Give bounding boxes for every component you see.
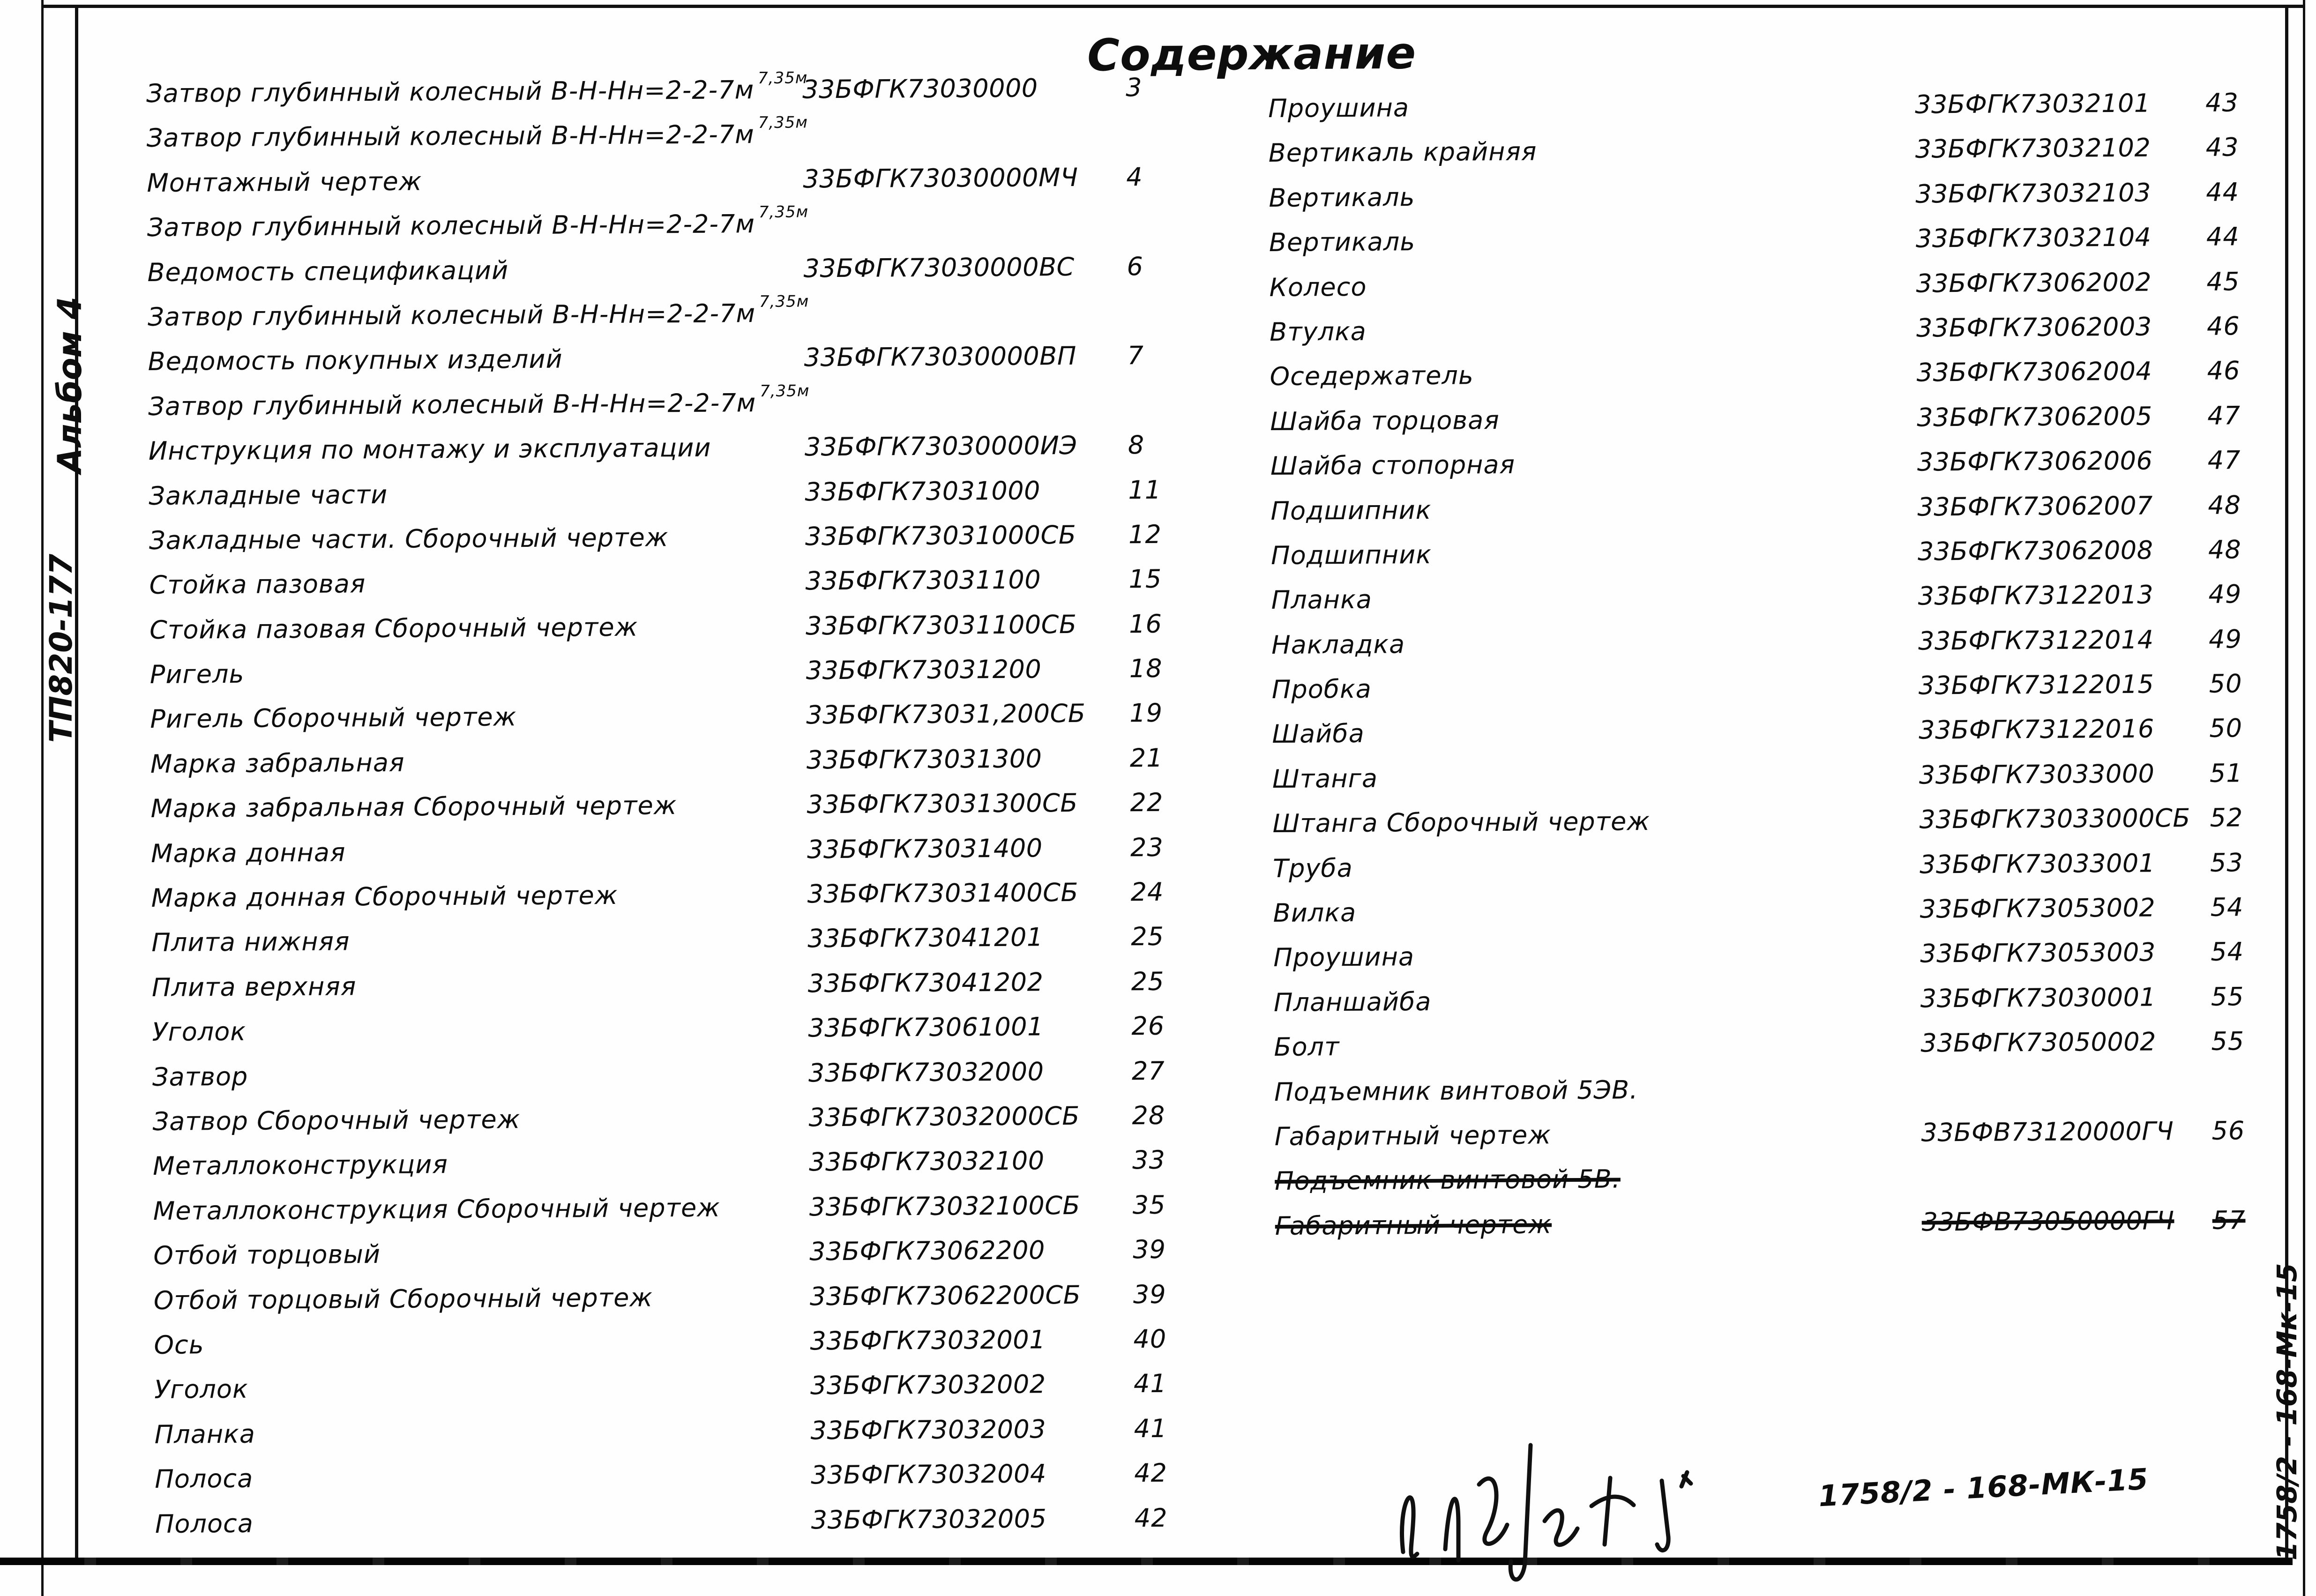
item-name: Закладные части. Сборочный чертеж — [149, 522, 669, 555]
item-doc-number: 33БФГК73122015 — [1918, 669, 2154, 701]
item-doc-number: 33БФГК73062002 — [1916, 267, 2152, 298]
item-name: Затвор — [152, 1061, 248, 1092]
item-page-number: 48 — [2208, 490, 2241, 520]
item-page-number: 3 — [1125, 73, 1143, 103]
item-page-number: 27 — [1131, 1056, 1165, 1086]
item-name: Штанга — [1272, 763, 1378, 794]
item-name: Планка — [1271, 584, 1373, 615]
item-doc-number: 33БФГК73122016 — [1919, 714, 2155, 746]
item-page-number: 7 — [1127, 341, 1144, 371]
toc-row — [152, 1011, 1174, 1062]
item-name: Стойка пазовая Сборочный чертеж — [149, 612, 638, 645]
item-doc-number: 33БФГК73062200СБ — [809, 1280, 1081, 1311]
item-doc-number: 33БФГК73053002 — [1920, 893, 2156, 924]
item-name: Пробка — [1271, 674, 1372, 705]
item-name: Оседержатель — [1270, 360, 1474, 392]
item-name: Втулка — [1269, 316, 1367, 347]
item-name: Подшипник — [1270, 539, 1432, 570]
toc-row — [1269, 177, 2267, 228]
toc-row — [1269, 267, 2268, 317]
toc-row — [1271, 579, 2270, 630]
toc-row — [147, 202, 1169, 258]
toc-row — [153, 1190, 1175, 1241]
item-doc-number: 33БФГК73032003 — [810, 1414, 1046, 1446]
item-name: Болт — [1274, 1032, 1340, 1062]
item-name: Марка забральная — [150, 747, 405, 779]
item-page-number: 6 — [1127, 251, 1144, 281]
item-page-number: 16 — [1128, 609, 1163, 639]
item-doc-number: 33БФГК73030000ВС — [803, 252, 1075, 283]
item-name: Подъемник винтовой 5В. — [1274, 1164, 1621, 1196]
toc-row — [1274, 1071, 2273, 1122]
sheet-edge-left-line — [41, 0, 44, 1596]
item-name: Планка — [154, 1419, 256, 1449]
item-doc-number: 33БФГК73050002 — [1920, 1027, 2157, 1058]
item-name: Ригель Сборочный чертеж — [150, 702, 517, 734]
toc-row — [151, 877, 1173, 928]
item-doc-number: 33БФГК73062006 — [1917, 446, 2153, 477]
item-page-number: 46 — [2207, 356, 2241, 386]
item-doc-number: 33БФГК73032002 — [810, 1369, 1046, 1401]
item-page-number: 43 — [2205, 88, 2239, 118]
item-doc-number: 33БФГК73031200 — [806, 654, 1042, 686]
item-page-number: 47 — [2207, 445, 2241, 475]
item-name: Накладка — [1271, 629, 1405, 660]
item-page-number — [1127, 296, 1169, 297]
toc-row — [151, 922, 1173, 973]
toc-row — [147, 162, 1169, 213]
item-page-number: 41 — [1134, 1413, 1167, 1443]
item-name: Затвор глубинный колесный В-Н-Нн=2-2-7м $^{7,35м}$ — [148, 381, 810, 421]
item-size-superscript: 7,35м — [757, 68, 808, 88]
item-name: Затвор глубинный колесный В-Н-Нн=2-2-7м $^{7,35м}$ — [146, 68, 808, 108]
item-name: Марка донная — [150, 837, 346, 868]
margin-project-code: ТП820-177 — [43, 553, 79, 743]
item-doc-number: 33БФВ73120000ГЧ — [1921, 1116, 2174, 1148]
item-doc-number: 33БФГК73030001 — [1920, 982, 2156, 1014]
item-name: Ведомость покупных изделий — [148, 344, 563, 377]
item-doc-number: 33БФГК73033000СБ — [1919, 803, 2190, 835]
item-doc-number: 33БФГК73031100СБ — [805, 609, 1077, 641]
item-page-number: 54 — [2210, 892, 2244, 922]
item-name: Закладные части — [149, 479, 388, 511]
toc-row — [150, 698, 1172, 749]
item-name: Проушина — [1268, 93, 1410, 123]
item-page-number: 23 — [1130, 832, 1164, 862]
toc-row — [152, 1101, 1174, 1152]
item-name: Габаритный чертеж — [1274, 1120, 1552, 1151]
item-doc-number: 33БФГК73032102 — [1915, 133, 2151, 164]
item-name: Затвор глубинный колесный В-Н-Нн=2-2-7м $^{7,35м}$ — [147, 292, 809, 332]
item-doc-number: 33БФГК73032000СБ — [808, 1101, 1080, 1133]
toc-column-left — [146, 68, 1177, 1554]
item-page-number: 41 — [1133, 1369, 1167, 1399]
item-size-superscript: 7,35м — [758, 202, 809, 222]
item-page-number: 39 — [1133, 1234, 1166, 1265]
item-doc-number: 33БФГК73031300 — [806, 744, 1042, 775]
toc-row — [1271, 535, 2270, 585]
item-doc-number: 33БФГК73041201 — [807, 922, 1043, 954]
item-doc-number: 33БФГК73062007 — [1917, 491, 2153, 522]
toc-row — [150, 743, 1173, 794]
item-doc-number: 33БФГК73030000 — [802, 73, 1038, 104]
toc-row — [1272, 758, 2271, 809]
item-page-number: 39 — [1133, 1279, 1166, 1309]
toc-row — [1273, 848, 2271, 898]
item-page-number: 57 — [2212, 1205, 2246, 1235]
item-doc-number: 33БФГК73041202 — [807, 967, 1044, 999]
toc-row — [1270, 401, 2269, 451]
item-page-number: 50 — [2209, 669, 2242, 699]
item-page-number: 44 — [2206, 222, 2240, 252]
item-page-number: 42 — [1134, 1458, 1168, 1488]
toc-row — [1270, 311, 2268, 362]
item-doc-number: 33БФГК73031000 — [805, 475, 1041, 507]
item-doc-number: 33БФГК73031400 — [807, 833, 1043, 865]
item-doc-number: 33БФГК73032101 — [1914, 88, 2151, 119]
toc-row — [151, 832, 1173, 883]
item-name: Затвор Сборочный чертеж — [152, 1104, 521, 1136]
item-name: Уголок — [154, 1374, 248, 1405]
item-doc-number: 33БФГК73122014 — [1918, 625, 2154, 656]
toc-row — [147, 251, 1169, 302]
toc-row — [148, 341, 1170, 392]
item-page-number: 12 — [1128, 519, 1162, 550]
item-name: Уголок — [152, 1016, 247, 1047]
item-name: Полоса — [155, 1508, 254, 1539]
item-doc-number: 33БФГК73062005 — [1917, 401, 2152, 433]
item-name: Плита нижняя — [151, 926, 350, 958]
item-doc-number: 33БФГК73032001 — [810, 1325, 1046, 1356]
item-page-number: 40 — [1133, 1324, 1167, 1354]
item-doc-number: 33БФГК73062008 — [1917, 535, 2153, 567]
item-doc-number: 33БФГК73030000МЧ — [803, 162, 1078, 194]
item-page-number — [2212, 1160, 2273, 1161]
item-name: Шайба — [1272, 719, 1365, 749]
item-doc-number: 33БФГК73032100 — [808, 1146, 1045, 1177]
item-doc-number: 33БФГК73053003 — [1920, 937, 2156, 969]
item-page-number: 53 — [2210, 847, 2243, 878]
item-doc-number: 33БФГК73031,200СБ — [806, 699, 1086, 730]
toc-row — [150, 654, 1172, 705]
toc-row — [154, 1369, 1176, 1420]
item-doc-number: 33БФГК73031000СБ — [805, 520, 1076, 552]
toc-row — [146, 68, 1168, 124]
item-size-superscript: 7,35м — [759, 292, 809, 311]
toc-row — [153, 1235, 1175, 1286]
item-page-number: 48 — [2208, 535, 2241, 565]
item-name: Подшипник — [1270, 495, 1432, 526]
item-name: Инструкция по монтажу и эксплуатации — [148, 433, 711, 466]
item-doc-number: 33БФГК73032103 — [1915, 178, 2152, 209]
toc-row — [149, 430, 1171, 481]
item-name: Монтажный чертеж — [147, 166, 422, 198]
item-name: Вертикаль крайняя — [1268, 136, 1537, 168]
item-page-number: 52 — [2210, 803, 2243, 833]
item-doc-number: 33БФГК73033000 — [1919, 759, 2155, 790]
item-name: Вертикаль — [1269, 182, 1415, 213]
item-name: Труба — [1272, 853, 1353, 883]
item-page-number: 4 — [1126, 162, 1143, 192]
item-doc-number: 33БФВ73050000ГЧ — [1921, 1206, 2174, 1237]
item-name: Ось — [154, 1330, 204, 1360]
item-name: Плита верхняя — [151, 971, 357, 1002]
toc-row — [154, 1413, 1176, 1464]
item-name: Ригель — [149, 659, 245, 690]
toc-row — [147, 292, 1170, 347]
toc-row — [1274, 982, 2272, 1032]
item-doc-number: 33БФГК73032004 — [811, 1459, 1046, 1490]
item-name: Штанга Сборочный чертеж — [1272, 806, 1651, 839]
item-page-number: 26 — [1131, 1011, 1165, 1041]
item-name: Затвор глубинный колесный В-Н-Нн=2-2-7м $^{7,35м}$ — [147, 202, 809, 243]
item-page-number: 18 — [1129, 653, 1163, 684]
item-name: Отбой торцовый Сборочный чертеж — [153, 1282, 653, 1315]
item-page-number: 55 — [2211, 1026, 2245, 1056]
item-page-number: 43 — [2205, 132, 2239, 163]
item-page-number: 54 — [2211, 937, 2244, 967]
item-page-number: 35 — [1132, 1190, 1166, 1220]
toc-row — [154, 1324, 1176, 1375]
item-page-number: 24 — [1130, 877, 1164, 907]
toc-column-right — [1268, 88, 2273, 1256]
toc-row — [1275, 1160, 2273, 1211]
sheet-edge-right-line — [2303, 0, 2305, 1596]
toc-row — [1272, 669, 2271, 719]
item-size-superscript: 7,35м — [760, 381, 810, 401]
item-doc-number: 33БФГК73062003 — [1916, 312, 2152, 343]
item-name: Полоса — [155, 1463, 254, 1494]
toc-row — [1273, 892, 2271, 943]
item-doc-number: 33БФГК73030000ИЭ — [804, 431, 1077, 462]
signature-scribble — [1387, 1406, 1725, 1584]
toc-row — [1274, 1026, 2272, 1077]
item-page-number — [1128, 385, 1170, 386]
margin-album-label: Альбом 4 — [51, 297, 89, 473]
toc-row — [1268, 88, 2267, 138]
item-page-number: 51 — [2209, 758, 2243, 788]
item-name: Марка забральная Сборочный чертеж — [150, 791, 677, 824]
item-doc-number: 33БФГК73062200 — [809, 1235, 1046, 1267]
toc-row — [149, 609, 1172, 660]
toc-row — [153, 1145, 1175, 1196]
item-page-number: 11 — [1128, 475, 1162, 505]
item-name: Стойка пазовая — [149, 569, 366, 600]
toc-row — [1270, 445, 2269, 496]
footer-doc-code: 1758/2 - 168-МК-15 — [1817, 1462, 2150, 1514]
item-page-number: 47 — [2207, 401, 2241, 431]
item-page-number — [1126, 117, 1168, 118]
item-name: Вилка — [1273, 897, 1357, 928]
item-size-superscript: 7,35м — [758, 113, 808, 133]
item-page-number: 15 — [1128, 564, 1162, 594]
toc-row — [146, 113, 1169, 168]
toc-row — [149, 520, 1171, 571]
item-name: Отбой торцовый — [153, 1239, 381, 1271]
item-page-number: 25 — [1131, 966, 1165, 997]
item-name: Шайба стопорная — [1270, 449, 1516, 481]
item-name: Марка донная Сборочный чертеж — [151, 880, 618, 913]
item-doc-number: 33БФГК73032000 — [808, 1056, 1044, 1088]
item-name: Колесо — [1269, 272, 1367, 302]
item-page-number: 21 — [1129, 743, 1163, 773]
toc-row — [1270, 356, 2268, 406]
item-doc-number: 33БФГК73030000ВП — [804, 341, 1077, 373]
item-page-number: 45 — [2206, 266, 2240, 297]
item-doc-number: 33БФГК73031400СБ — [807, 877, 1079, 909]
frame-top-line — [41, 5, 2305, 8]
toc-row — [1274, 1116, 2273, 1166]
toc-row — [148, 381, 1170, 436]
item-doc-number: 33БФГК73033001 — [1919, 848, 2155, 880]
toc-row — [1269, 222, 2268, 272]
item-name: Подъемник винтовой 5ЭВ. — [1274, 1074, 1638, 1107]
frame-bottom-line — [0, 1558, 2293, 1565]
toc-row — [1270, 490, 2269, 540]
item-doc-number: 33БФГК73032005 — [811, 1503, 1047, 1535]
toc-row — [1272, 803, 2271, 853]
toc-row — [152, 966, 1174, 1017]
item-name: Габаритный чертеж — [1275, 1209, 1552, 1241]
toc-row — [152, 1056, 1174, 1107]
item-doc-number: 33БФГК73061001 — [808, 1012, 1044, 1043]
item-name: Металлоконструкция Сборочный чертеж — [153, 1193, 721, 1226]
item-doc-number: 33БФГК73062004 — [1916, 356, 2152, 388]
item-page-number: 50 — [2209, 713, 2243, 744]
item-name: Планшайба — [1273, 986, 1432, 1017]
item-name: Вертикаль — [1269, 227, 1416, 258]
item-doc-number: 33БФГК73032100СБ — [809, 1190, 1081, 1222]
item-doc-number: 33БФГК73031100 — [805, 565, 1041, 596]
item-name: Ведомость спецификаций — [147, 255, 509, 287]
item-name: Металлоконструкция — [152, 1149, 448, 1181]
item-page-number: 44 — [2206, 177, 2240, 207]
item-doc-number: 33БФГК73031300СБ — [807, 788, 1078, 820]
toc-row — [150, 788, 1173, 839]
toc-row — [149, 564, 1171, 615]
toc-row — [155, 1458, 1177, 1509]
page-title: Содержание — [1087, 28, 1417, 82]
item-page-number: 56 — [2211, 1116, 2245, 1146]
toc-row — [1272, 713, 2271, 764]
toc-row — [1273, 937, 2272, 987]
item-page-number: 49 — [2208, 579, 2242, 610]
toc-row — [1275, 1205, 2274, 1256]
frame-left-line — [75, 5, 78, 1561]
item-page-number: 55 — [2211, 982, 2244, 1012]
item-page-number: 42 — [1134, 1503, 1168, 1533]
item-doc-number: 33БФГК73032104 — [1915, 222, 2152, 254]
item-page-number: 28 — [1132, 1100, 1165, 1131]
item-page-number — [2211, 1071, 2272, 1072]
toc-row — [154, 1279, 1176, 1330]
item-doc-number: 33БФГК73122013 — [1918, 580, 2154, 611]
toc-row — [155, 1503, 1177, 1554]
toc-row — [1269, 132, 2267, 183]
item-page-number: 46 — [2206, 311, 2240, 341]
item-name: Проушина — [1273, 942, 1415, 973]
item-name: Затвор глубинный колесный В-Н-Нн=2-2-7м $^{7,35м}$ — [146, 113, 808, 153]
item-name: Шайба торцовая — [1270, 405, 1500, 436]
item-page-number: 8 — [1128, 430, 1145, 460]
item-page-number: 22 — [1130, 788, 1164, 818]
toc-row — [149, 475, 1171, 526]
right-edge-doc-code: 1758/2 - 168-Мк-15 — [2271, 1263, 2303, 1560]
item-page-number: 25 — [1131, 922, 1165, 952]
item-page-number: 49 — [2208, 624, 2242, 654]
item-page-number: 19 — [1129, 698, 1163, 728]
toc-row — [1271, 624, 2270, 675]
item-page-number: 33 — [1132, 1145, 1166, 1175]
